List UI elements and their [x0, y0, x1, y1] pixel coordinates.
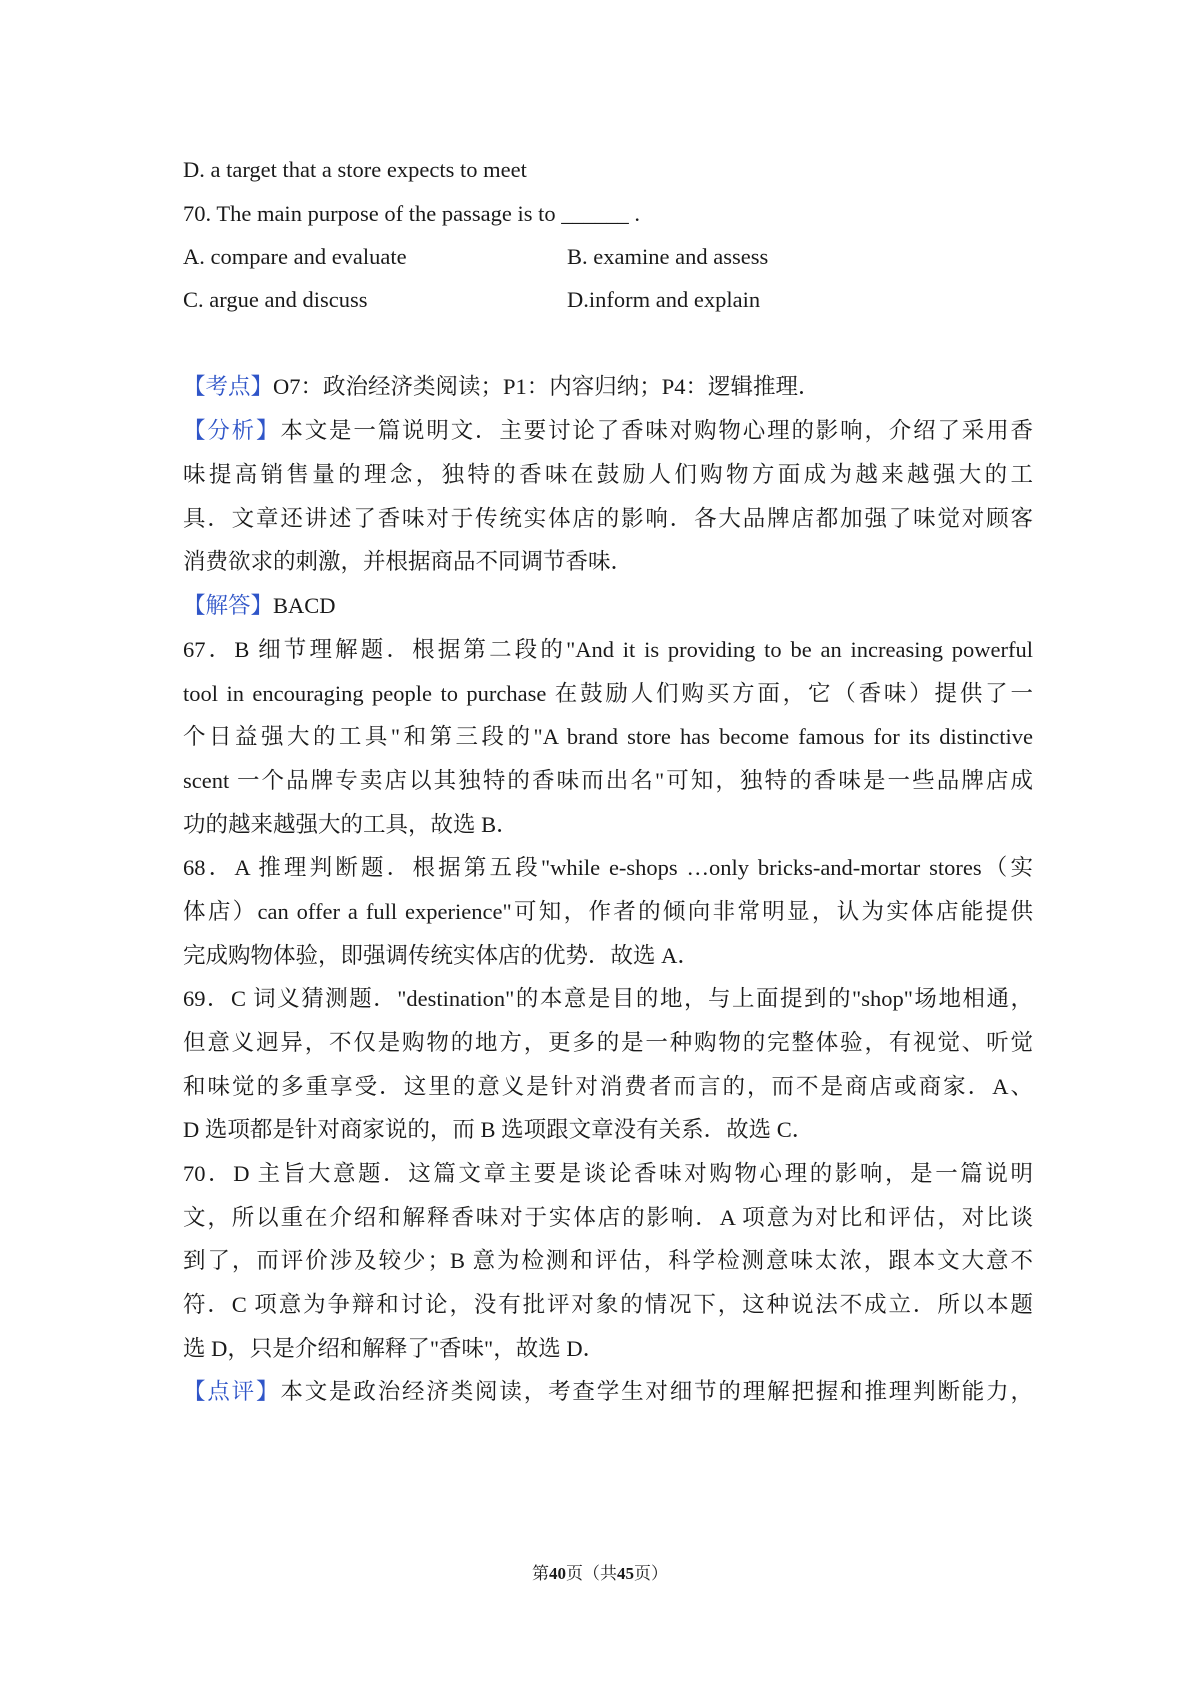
- footer-suffix: 页）: [634, 1564, 668, 1583]
- dianping-tag: 【点评】: [183, 1379, 281, 1404]
- question-70-options-row-2: [183, 285, 1033, 315]
- body-line-5: 功的越来越强大的工具，故选 B．: [183, 812, 519, 837]
- footer-total-pages: 45: [617, 1564, 634, 1583]
- body-line-9: 69．C 词义猜测题．"destination"的本意是目的地，与上面提到的"shop"场地相通，: [183, 986, 1033, 1011]
- dianping-text: 本文是政治经济类阅读，考查学生对细节的理解把握和推理判断能力，: [280, 1379, 1033, 1404]
- body-line-12: D 选项都是针对商家说的，而 B 选项跟文章没有关系．故选 C．: [183, 1117, 815, 1142]
- footer-page-number: 40: [549, 1564, 566, 1583]
- body-line-14: 文，所以重在介绍和解释香味对于实体店的影响．A 项意为对比和评估，对比谈: [183, 1205, 1033, 1230]
- body-line-6: 68．A 推理判断题．根据第五段"while e-shops …only bricks-and-mortar stores（实: [183, 855, 1033, 880]
- option-c: C. argue and discuss: [183, 287, 368, 312]
- jieda-answer: BACD: [273, 593, 336, 618]
- fenxi-tag: 【分析】: [183, 418, 281, 443]
- fenxi-line-2: 味提高销售量的理念，独特的香味在鼓励人们购物方面成为越来越强大的工: [183, 462, 1033, 487]
- body-line-17: 选 D，只是介绍和解释了"香味"，故选 D．: [183, 1336, 606, 1361]
- option-d-previous-question: D. a target that a store expects to meet: [183, 157, 527, 182]
- body-line-15: 到了，而评价涉及较少；B 意为检测和评估，科学检测意味太浓，跟本文大意不: [183, 1248, 1033, 1273]
- fenxi-text-1: 本文是一篇说明文．主要讨论了香味对购物心理的影响，介绍了采用香: [280, 418, 1033, 443]
- footer-prefix: 第: [532, 1564, 549, 1583]
- page-footer: [0, 1562, 1200, 1586]
- body-line-13: 70．D 主旨大意题．这篇文章主要是谈论香味对购物心理的影响，是一篇说明: [183, 1161, 1033, 1186]
- body-line-10: 但意义迥异，不仅是购物的地方，更多的是一种购物的完整体验，有视觉、听觉: [183, 1030, 1033, 1055]
- kaodian-tag: 【考点】: [183, 374, 274, 399]
- jieda-tag: 【解答】: [183, 593, 274, 618]
- dianping-section: [183, 1377, 1033, 1407]
- question-70-stem: 70. The main purpose of the passage is to ______ .: [183, 201, 641, 226]
- fenxi-line-4: 消费欲求的刺激，并根据商品不同调节香味．: [183, 549, 634, 574]
- body-line-7: 体店）can offer a full experience"可知，作者的倾向非常明显，认为实体店能提供: [183, 899, 1033, 924]
- kaodian-section: [183, 372, 1033, 402]
- body-line-8: 完成购物体验，即强调传统实体店的优势．故选 A．: [183, 943, 700, 968]
- body-line-16: 符．C 项意为争辩和讨论，没有批评对象的情况下，这种说法不成立．所以本题: [183, 1292, 1033, 1317]
- body-line-11: 和味觉的多重享受．这里的意义是针对消费者而言的，而不是商店或商家．A、: [183, 1074, 1033, 1099]
- fenxi-line-1: [183, 416, 1033, 446]
- body-line-4: scent 一个品牌专卖店以其独特的香味而出名"可知，独特的香味是一些品牌店成: [183, 768, 1033, 793]
- option-d: D.inform and explain: [567, 287, 761, 312]
- question-70-options-row-1: [183, 242, 1033, 272]
- footer-mid: 页（共: [566, 1564, 617, 1583]
- fenxi-line-3: 具．文章还讲述了香味对于传统实体店的影响．各大品牌店都加强了味觉对顾客: [183, 506, 1033, 531]
- jieda-section: [183, 591, 1033, 621]
- option-b: B. examine and assess: [567, 244, 769, 269]
- option-a: A. compare and evaluate: [183, 244, 407, 269]
- body-line-3: 个日益强大的工具"和第三段的"A brand store has become famous for its distinctive: [183, 724, 1033, 749]
- body-line-1: 67．B 细节理解题．根据第二段的"And it is providing to be an increasing powerful: [183, 637, 1033, 662]
- kaodian-text: O7：政治经济类阅读；P1：内容归纳；P4：逻辑推理．: [273, 374, 821, 399]
- body-line-2: tool in encouraging people to purchase 在鼓励人们购买方面，它（香味）提供了一: [183, 681, 1033, 706]
